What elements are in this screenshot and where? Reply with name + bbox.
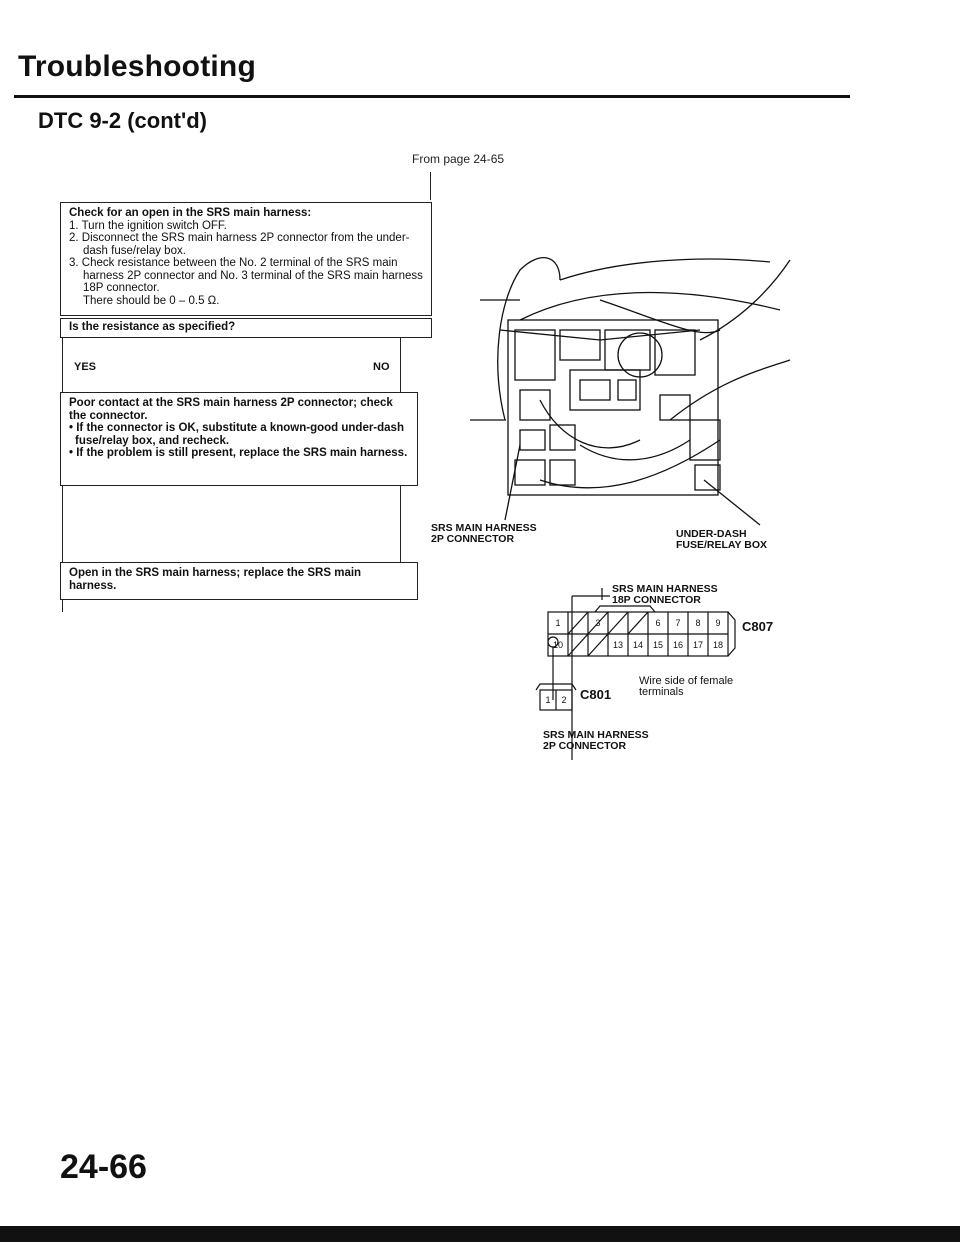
bottom-bar	[0, 1226, 960, 1242]
pin-cell: 8	[695, 618, 701, 628]
label-18p-connector: SRS MAIN HARNESS 18P CONNECTOR	[612, 583, 718, 606]
page-number: 24-66	[60, 1148, 147, 1186]
pin-cell: 1	[555, 618, 561, 628]
page-title: Troubleshooting	[18, 50, 256, 83]
pin-cell: 18	[712, 640, 723, 650]
pin-cell: 3	[595, 618, 601, 628]
connector-2p-pins	[540, 690, 572, 710]
pin-cell: 6	[655, 618, 661, 628]
yes-result-heading: Poor contact at the SRS main harness 2P connector; check the connector.	[69, 397, 393, 422]
label-c807: C807	[742, 619, 774, 634]
pin-cell	[568, 634, 588, 656]
pin-cell: 14	[632, 640, 643, 650]
no-branch-label: NO	[373, 361, 390, 373]
label-c801: C801	[580, 687, 612, 702]
pin-cell	[568, 612, 588, 634]
pin-cell: 7	[675, 618, 681, 628]
yes-branch-label: YES	[74, 361, 97, 373]
label-2p-connector: SRS MAIN HARNESS 2P CONNECTOR	[431, 522, 537, 545]
check-spec: There should be 0 – 0.5 Ω.	[83, 294, 220, 307]
no-result-text: Open in the SRS main harness; replace the SRS main harness.	[69, 567, 362, 592]
pin-cell: 1	[545, 695, 551, 705]
yes-bullet-1: • If the connector is OK, substitute a known-good under-dash fuse/relay box, and recheck.	[69, 422, 404, 447]
label-2p-connector-bottom: SRS MAIN HARNESS 2P CONNECTOR	[543, 729, 649, 752]
check-step-3: 3. Check resistance between the No. 2 terminal of the SRS main harness 2P connector and No. 3 terminal of the SRS main harness 18P connector.	[69, 257, 423, 294]
pin-cell: 13	[612, 640, 623, 650]
yes-bullet-2: • If the problem is still present, replace the SRS main harness.	[69, 447, 408, 459]
label-wire-side: Wire side of female terminals	[639, 675, 734, 698]
label-fuse-relay-box: UNDER-DASH FUSE/RELAY BOX	[676, 528, 768, 551]
pin-cell: 15	[652, 640, 663, 650]
check-heading: Check for an open in the SRS main harness:	[69, 207, 312, 219]
pin-cell: 9	[715, 618, 721, 628]
connector-18p-bottom-row	[548, 634, 728, 656]
pin-cell	[588, 634, 608, 656]
watermark: carmanualsonline.info	[590, 1214, 707, 1228]
from-page-reference: From page 24-65	[412, 152, 505, 166]
check-step-1: 1. Turn the ignition switch OFF.	[69, 219, 227, 232]
pin-cell: 2	[561, 695, 567, 705]
section-subtitle: DTC 9-2 (cont'd)	[38, 108, 207, 133]
pin-cell: 10	[552, 640, 563, 650]
connector-18p-top-row	[548, 612, 728, 634]
check-step-2: 2. Disconnect the SRS main harness 2P connector from the under-dash fuse/relay box.	[69, 232, 410, 257]
pin-cell: 16	[672, 640, 683, 650]
pin-cell	[628, 612, 648, 634]
pin-cell: 17	[692, 640, 703, 650]
question-text: Is the resistance as specified?	[69, 321, 236, 333]
pin-cell	[608, 612, 628, 634]
